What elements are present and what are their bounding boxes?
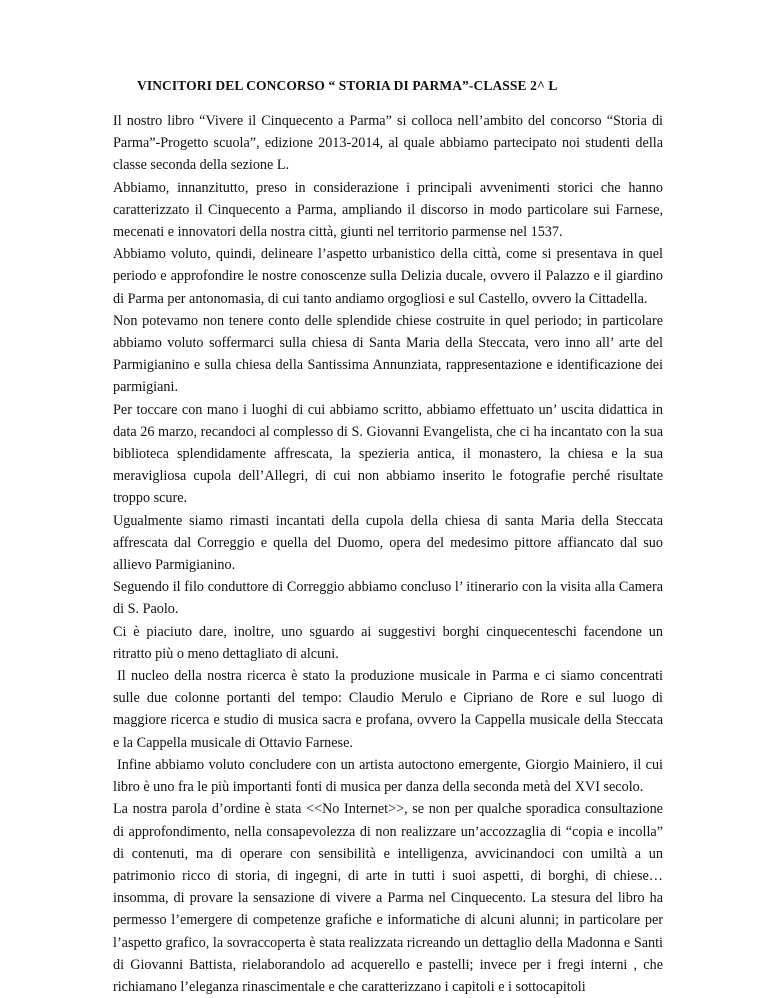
paragraph-steccata: Ugualmente siamo rimasti incantati della cupola della chiesa di santa Maria della Steccata affrescata dal Correggio e quella del Duomo, opera del medesimo pittore affiancato dal suo allievo Parmigianino. — [113, 512, 663, 574]
paragraph-urban: Abbiamo voluto, quindi, delineare l’aspetto urbanistico della città, come si presentava in quel periodo e approfondire le nostre conoscenze sulla Delizia ducale, ovvero il Palazzo e il giardino di Parma per antonomasia, di cui tanto andiamo orgogliosi e sul Castello, ovvero la Cittadella. — [113, 246, 663, 307]
paragraph-intro: Il nostro libro “Vivere il Cinquecento a Parma” si colloca nell’ambito del concorso “Storia di Parma”-Progetto scuola”, edizione 2013-2014, al quale abbiamo partecipato noi studenti della classe seconda della sezione L. — [113, 113, 663, 174]
document-body — [113, 110, 663, 998]
paragraph-history: Abbiamo, innanzitutto, preso in considerazione i principali avvenimenti storici che hanno caratterizzato il Cinquecento a Parma, ampliando il discorso in modo particolare sui Farnese, mecenati e innovatori della nostra città, giunti nel territorio parmense nel 1537. — [113, 179, 663, 241]
document-title: VINCITORI DEL CONCORSO “ STORIA DI PARMA”-CLASSE 2^ L — [137, 78, 558, 93]
paragraph-churches: Non potevamo non tenere conto delle splendide chiese costruite in quel periodo; in particolare abbiamo voluto soffermarci sulla chiesa di Santa Maria della Steccata, vero inno all’ arte del Parmigianino e sulla chiesa della Santissima Annunziata, rappresentazione e identificazione dei parmigiani. — [113, 312, 663, 396]
paragraph-mainiero: Infine abbiamo voluto concludere con un artista autoctono emergente, Giorgio Mainiero, il cui libro è uno fra le più importanti fonti di musica per danza della seconda metà del XVI secolo. — [113, 756, 663, 796]
paragraph-no-internet: La nostra parola d’ordine è stata <<No Internet>>, se non per qualche sporadica consultazione di approfondimento, nella consapevolezza di non realizzare un’accozzaglia di “copia e incolla” di contenuti, ma di operare con sensibilità e intelligenza, avvicinandoci con umiltà a un patrimonio ricco di storia, di ingegni, di arte in tutti i suoi aspetti, di borghi, di chiese… insomma, di provare la sensazione di vivere a Parma nel Cinquecento. La stesura del libro ha permesso l’emergere di competenze grafiche e informatiche di alcuni alunni; in particolare per l’aspetto grafico, la sovraccoperta è stata realizzata ricreando un dettaglio della Madonna e Santi di Giovanni Battista, rielaborandolo ad acquerello e pastelli; invece per i fregi interni , che richiamano l’eleganza rinascimentale e che caratterizzano i capitoli e i sottocapitoli — [113, 801, 663, 995]
paragraph-music: Il nucleo della nostra ricerca è stato la produzione musicale in Parma e ci siamo concentrati sulle due colonne portanti del tempo: Claudio Merulo e Cipriano de Rore e sul luogo di maggiore ricerca e studio di musica sacra e profana, ovvero la Cappella musicale della Steccata e la Cappella musicale di Ottavio Farnese. — [113, 668, 663, 751]
paragraph-borghi: Ci è piaciuto dare, inoltre, uno sguardo ai suggestivi borghi cinquecenteschi facendone un ritratto più o meno dettagliato di alcuni. — [113, 623, 663, 662]
paragraph-field-trip: Per toccare con mano i luoghi di cui abbiamo scritto, abbiamo effettuato un’ uscita didattica in data 26 marzo, recandoci al complesso di S. Giovanni Evangelista, che ci ha incantato con la sua biblioteca splendidamente affrescata, la spezieria antica, il monastero, la chiesa e la sua meravigliosa cupola dell’Allegri, di cui non abbiamo inserito le fotografie perché risultate troppo scure. — [113, 401, 663, 507]
paragraph-camera-san-paolo: Seguendo il filo conduttore di Correggio abbiamo concluso l’ itinerario con la visita alla Camera di S. Paolo. — [113, 579, 663, 618]
